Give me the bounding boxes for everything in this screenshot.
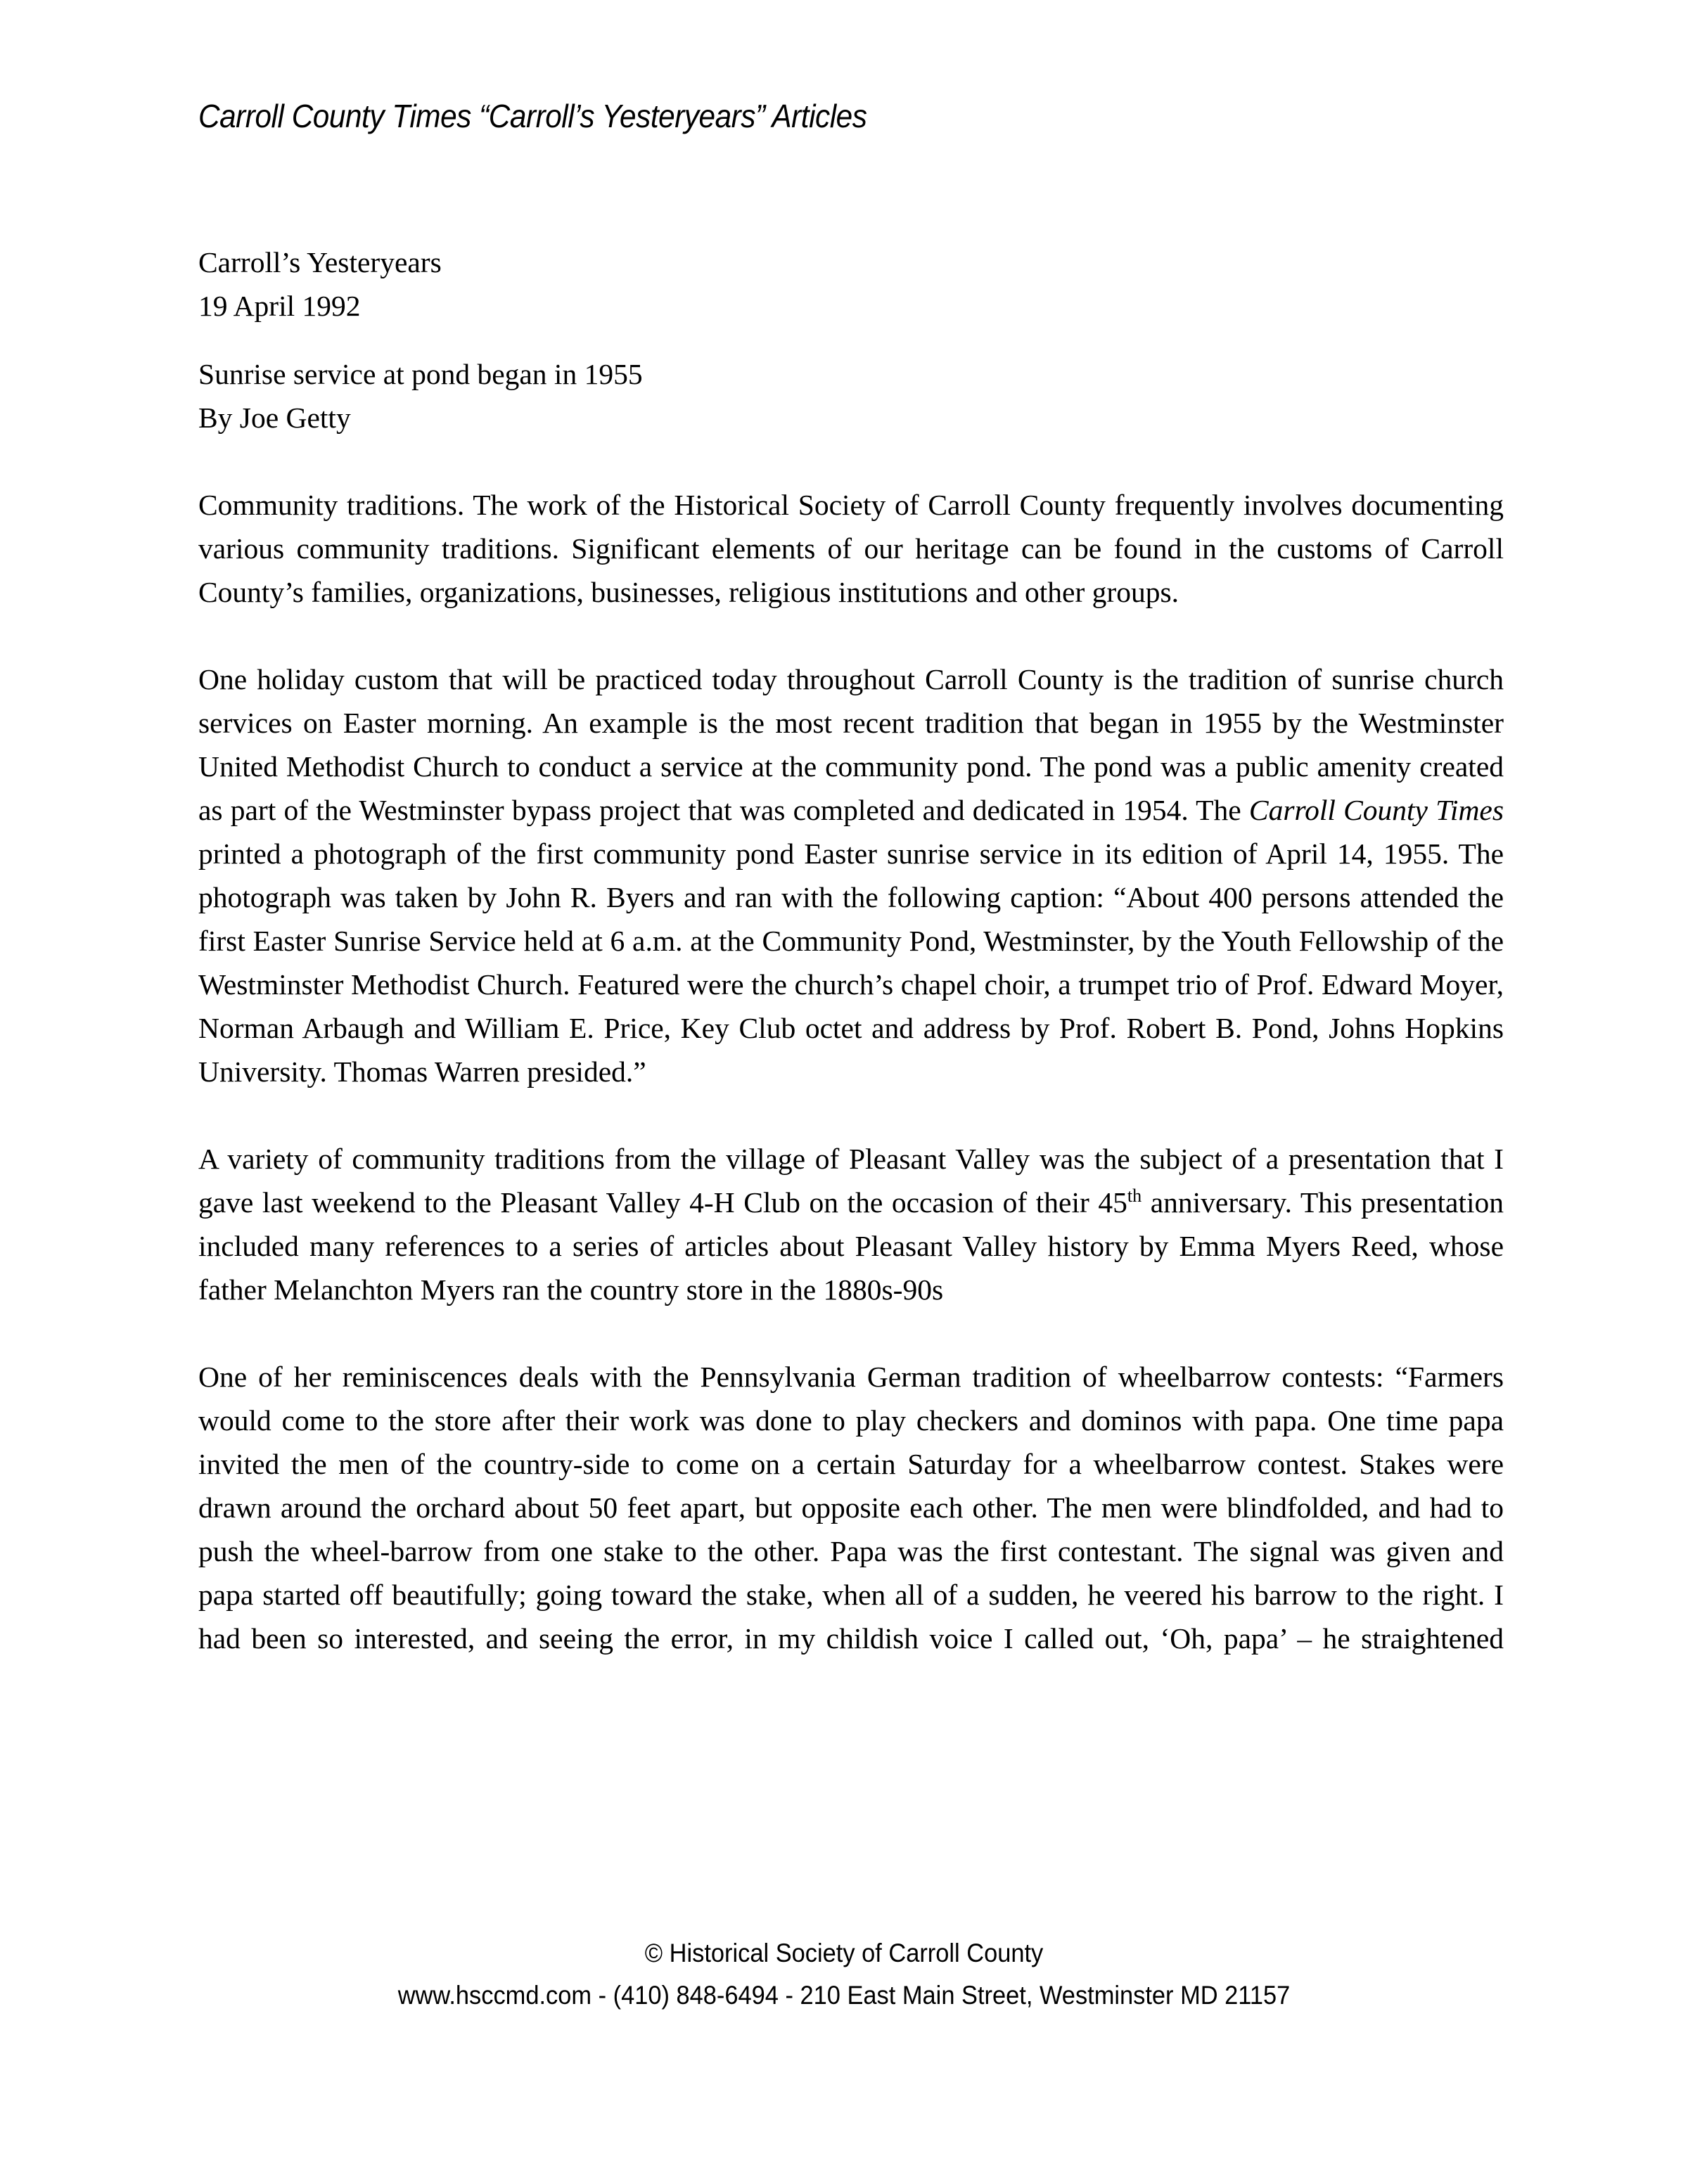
column-name: Carroll’s Yesteryears: [198, 246, 442, 278]
headline: Sunrise service at pond began in 1955: [198, 358, 643, 390]
paragraph-2-text-a: One holiday custom that will be practiced today throughout Carroll County is the tradition of sunrise church services on Easter morning. An example is the most recent tradition that began in 1955 by the Westminster United Methodist Church to conduct a service at the community pond. The pond was a public amenity created as part of the Westminster bypass project that was completed and dedicated in 1954. The: [198, 663, 1504, 826]
byline: By Joe Getty: [198, 402, 351, 434]
paragraph-3-text-b: anniversary. This presentation included many references to a series of articles about Pleasant Valley history by Emma Myers Reed, whose father Melanchton Myers ran the country store in the 1880s-90s: [198, 1186, 1504, 1306]
newspaper-title: Carroll County Times: [1248, 794, 1504, 826]
paragraph-3-text-a: A variety of community traditions from the village of Pleasant Valley was the subject of a presentation that I gave last weekend to the Pleasant Valley 4-H Club on the occasion of their 45: [198, 1143, 1504, 1219]
paragraph-2: [198, 657, 1504, 1093]
article-body: [198, 240, 1504, 1704]
ordinal-suffix: th: [1127, 1186, 1142, 1207]
column-meta: [198, 240, 1504, 328]
paragraph-3: [198, 1137, 1504, 1311]
footer-contact: www.hsccmd.com - (410) 848-6494 - 210 East Main Street, Westminster MD 21157: [397, 1981, 1291, 2010]
page-footer: [0, 1932, 1688, 2017]
paragraph-1: Community traditions. The work of the Historical Society of Carroll County frequently involves documenting various community traditions. Significant elements of our heritage can be found in the customs of Carroll County’s families, organizations, businesses, religious institutions and other groups.: [198, 489, 1504, 608]
article-date: 19 April 1992: [198, 290, 361, 322]
running-header: Carroll County Times “Carroll’s Yesteryears” Articles: [198, 98, 867, 134]
footer-copyright: © Historical Society of Carroll County: [644, 1939, 1044, 1967]
paragraph-2-text-b: printed a photograph of the first community pond Easter sunrise service in its edition of April 14, 1955. The photograph was taken by John R. Byers and ran with the following caption: “About 400 persons attended the first Easter Sunrise Service held at 6 a.m. at the Community Pond, Westminster, by the Youth Fellowship of the Westminster Methodist Church. Featured were the church’s chapel choir, a trumpet trio of Prof. Edward Moyer, Norman Arbaugh and William E. Price, Key Club octet and address by Prof. Robert B. Pond, Johns Hopkins University. Thomas Warren presided.”: [198, 837, 1504, 1088]
headline-block: [198, 352, 1504, 439]
paragraph-4: One of her reminiscences deals with the Pennsylvania German tradition of wheelbarrow contests: “Farmers would come to the store after their work was done to play checkers and dominos with papa. One time papa invited the men of the country-side to come on a certain Saturday for a wheelbarrow contest. Stakes were drawn around the orchard about 50 feet apart, but opposite each other. The men were blindfolded, and had to push the wheel-barrow from one stake to the other. Papa was the first contestant. The signal was given and papa started off beautifully; going toward the stake, when all of a sudden, he veered his barrow to the right. I had been so interested, and seeing the error, in my childish voice I called out, ‘Oh, papa’ – he straightened: [198, 1361, 1504, 1655]
